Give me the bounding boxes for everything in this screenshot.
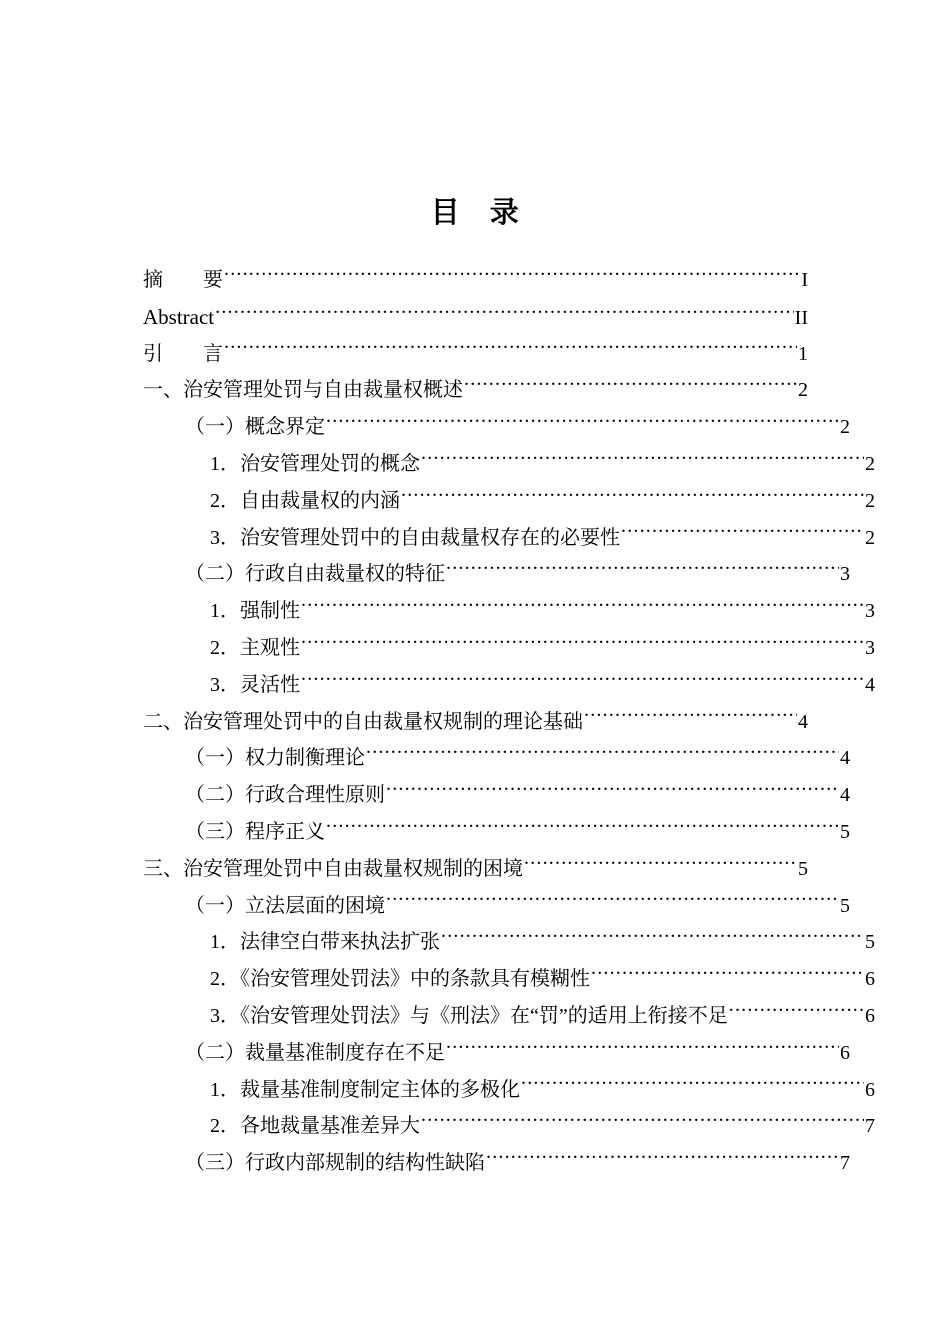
toc-entry-label: （三）程序正义 <box>185 820 325 843</box>
toc-page-number: 6 <box>865 1004 875 1027</box>
toc-dot-leader <box>401 487 864 507</box>
toc-dot-leader <box>301 671 864 691</box>
toc-entry[interactable] <box>143 1035 850 1072</box>
toc-entry[interactable] <box>143 630 875 667</box>
toc-dot-leader <box>224 340 797 360</box>
toc-page-number: 1 <box>798 342 808 365</box>
toc-entry[interactable] <box>143 667 875 704</box>
toc-entry[interactable] <box>143 777 850 814</box>
toc-page-number: 4 <box>840 747 850 770</box>
page-title: 目 录 <box>430 195 520 229</box>
toc-dot-leader <box>326 818 839 838</box>
toc-dot-leader <box>584 708 797 728</box>
toc-dot-leader <box>591 965 864 985</box>
toc-page-number: 5 <box>865 931 875 954</box>
toc-entry[interactable] <box>143 483 875 520</box>
toc-entry[interactable] <box>143 998 875 1035</box>
toc-entry[interactable] <box>143 593 875 630</box>
toc-entry-label: 2．《治安管理处罚法》中的条款具有模糊性 <box>210 968 590 991</box>
toc-entry-label: 摘 要 <box>143 269 223 291</box>
toc-dot-leader <box>524 855 797 875</box>
toc-entry-label: 二、治安管理处罚中的自由裁量权规制的理论基础 <box>143 710 583 733</box>
toc-page-number: 2 <box>798 379 808 402</box>
toc-entry-label: Abstract <box>143 304 215 329</box>
toc-page-number: 6 <box>865 968 875 991</box>
toc-dot-leader <box>446 1039 839 1059</box>
toc-dot-leader <box>729 1002 864 1022</box>
toc-dot-leader <box>224 266 800 286</box>
toc-page-number: 6 <box>865 1078 875 1101</box>
toc-entry-label: 1．治安管理处罚的概念 <box>210 452 420 475</box>
toc-page-number: 3 <box>865 636 875 659</box>
toc-entry[interactable] <box>143 520 875 557</box>
toc-entry[interactable] <box>143 299 808 336</box>
toc-entry-label: 2．主观性 <box>210 636 300 659</box>
toc-entry[interactable] <box>143 740 850 777</box>
toc-page-number: I <box>801 269 808 291</box>
toc-dot-leader <box>386 892 839 912</box>
toc-entry-label: （二）裁量基准制度存在不足 <box>185 1041 445 1064</box>
toc-page-number: 4 <box>798 710 808 733</box>
toc-entry-label: 3．灵活性 <box>210 673 300 696</box>
toc-dot-leader <box>464 376 797 396</box>
toc-dot-leader <box>421 1112 864 1132</box>
table-of-contents <box>143 262 875 1182</box>
toc-entry-label: 三、治安管理处罚中自由裁量权规制的困境 <box>143 857 523 880</box>
toc-page-number: II <box>794 306 808 329</box>
toc-entry[interactable] <box>143 556 850 593</box>
toc-entry-label: （一）权力制衡理论 <box>185 747 365 770</box>
toc-entry[interactable] <box>143 409 850 446</box>
toc-entry-label: 一、治安管理处罚与自由裁量权概述 <box>143 379 463 402</box>
toc-dot-leader <box>326 413 839 433</box>
toc-page-number: 2 <box>865 526 875 549</box>
toc-entry-label: （一）立法层面的困境 <box>185 894 385 917</box>
toc-entry-label: （三）行政内部规制的结构性缺陷 <box>185 1152 485 1175</box>
toc-dot-leader <box>621 524 864 544</box>
toc-entry[interactable] <box>143 704 808 741</box>
toc-entry-label: 3．治安管理处罚中的自由裁量权存在的必要性 <box>210 526 620 549</box>
toc-page-number: 3 <box>865 600 875 623</box>
toc-entry[interactable] <box>143 924 875 961</box>
toc-entry-label: 2．各地裁量基准差异大 <box>210 1115 420 1138</box>
toc-page-number: 6 <box>840 1041 850 1064</box>
toc-entry-label: 3．《治安管理处罚法》与《刑法》在“罚”的适用上衔接不足 <box>210 1004 728 1027</box>
toc-page-number: 5 <box>840 894 850 917</box>
toc-dot-leader <box>215 304 794 324</box>
toc-page-number: 7 <box>865 1115 875 1138</box>
toc-dot-leader <box>421 450 864 470</box>
toc-entry[interactable] <box>143 262 808 299</box>
toc-page-number: 2 <box>840 416 850 439</box>
toc-entry-label: 1．裁量基准制度制定主体的多极化 <box>210 1078 520 1101</box>
toc-entry[interactable] <box>143 814 850 851</box>
toc-entry[interactable] <box>143 851 808 888</box>
toc-page-number: 2 <box>865 452 875 475</box>
toc-entry[interactable] <box>143 1145 850 1182</box>
toc-entry-label: 1．强制性 <box>210 600 300 623</box>
toc-entry-label: 引 言 <box>143 342 223 365</box>
toc-dot-leader <box>521 1076 864 1096</box>
toc-entry-label: （二）行政自由裁量权的特征 <box>185 563 445 586</box>
toc-entry[interactable] <box>143 336 808 373</box>
toc-entry[interactable] <box>143 372 808 409</box>
toc-page-number: 4 <box>865 673 875 696</box>
toc-page-number: 2 <box>865 489 875 512</box>
toc-entry-label: （二）行政合理性原则 <box>185 784 385 807</box>
toc-entry[interactable] <box>143 446 875 483</box>
toc-page-number: 5 <box>798 857 808 880</box>
toc-page-number: 3 <box>840 563 850 586</box>
toc-dot-leader <box>386 781 839 801</box>
toc-dot-leader <box>441 928 864 948</box>
toc-dot-leader <box>366 744 839 764</box>
toc-dot-leader <box>486 1149 839 1169</box>
toc-dot-leader <box>301 634 864 654</box>
toc-page-number: 7 <box>840 1152 850 1175</box>
toc-page-number: 5 <box>840 820 850 843</box>
toc-page-number: 4 <box>840 784 850 807</box>
toc-entry[interactable] <box>143 961 875 998</box>
toc-entry-label: 1．法律空白带来执法扩张 <box>210 931 440 954</box>
toc-dot-leader <box>446 560 839 580</box>
toc-entry[interactable] <box>143 1072 875 1109</box>
toc-entry[interactable] <box>143 888 850 925</box>
toc-dot-leader <box>301 597 864 617</box>
toc-entry[interactable] <box>143 1108 875 1145</box>
toc-entry-label: 2．自由裁量权的内涵 <box>210 489 400 512</box>
toc-entry-label: （一）概念界定 <box>185 416 325 439</box>
